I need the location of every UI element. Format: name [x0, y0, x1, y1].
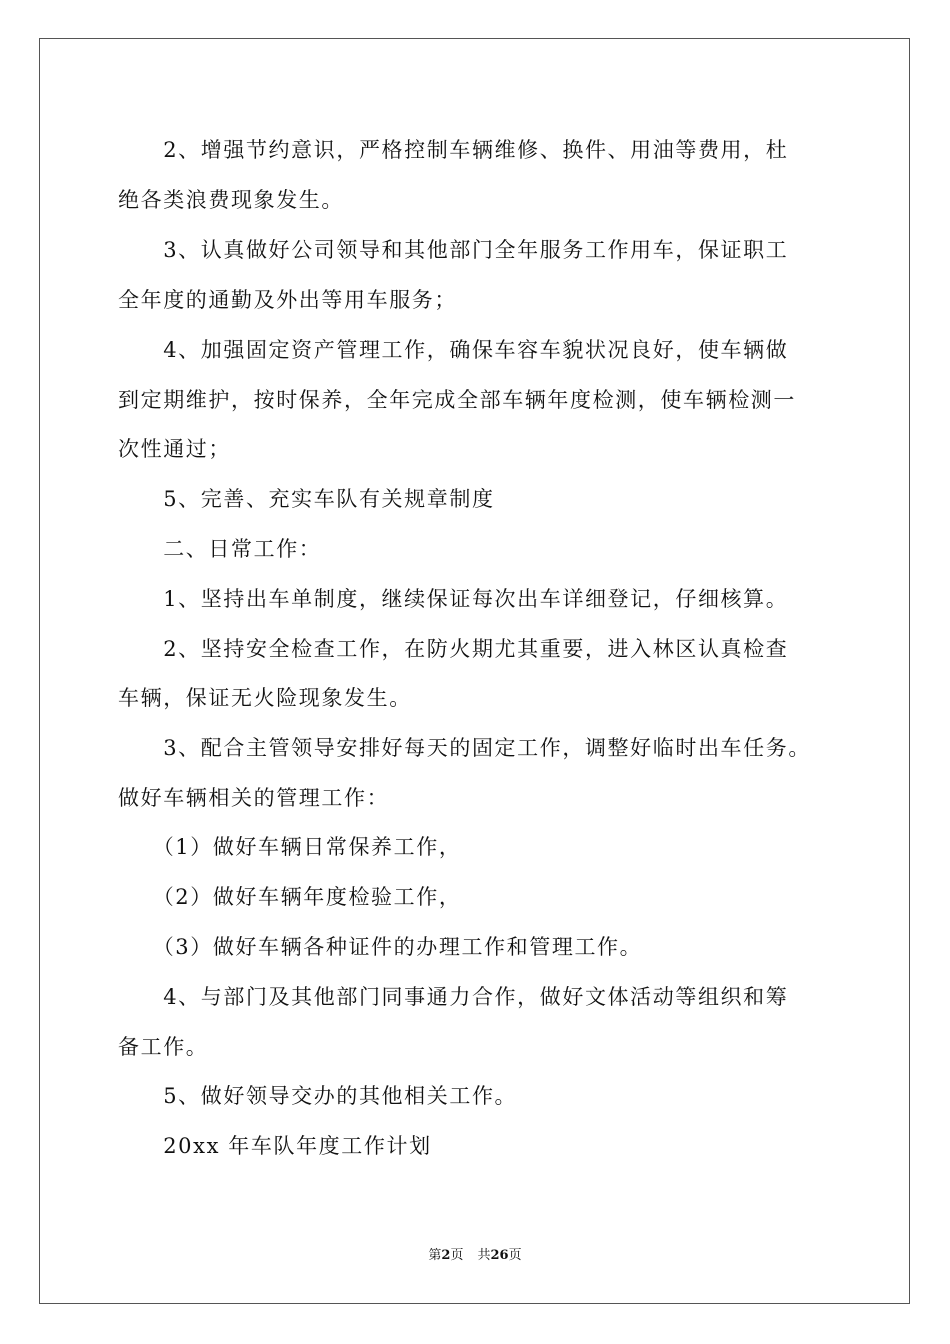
page-prefix: 第 — [428, 1248, 442, 1263]
page-footer — [0, 1248, 950, 1264]
text-line: （3）做好车辆各种证件的办理工作和管理工作。 — [118, 935, 643, 959]
text-line: 4、加强固定资产管理工作，确保车容车貌状况良好，使车辆做 — [118, 338, 789, 362]
text-line: 2、坚持安全检查工作，在防火期尤其重要，进入林区认真检查 — [118, 637, 789, 661]
text-line: 5、完善、充实车队有关规章制度 — [118, 487, 495, 511]
total-prefix: 共 — [477, 1248, 491, 1263]
text-line: 3、配合主管领导安排好每天的固定工作，调整好临时出车任务。 — [118, 736, 811, 760]
text-line: 备工作。 — [118, 1035, 209, 1059]
page-suffix: 页 — [450, 1248, 464, 1263]
page-number: 2 — [441, 1248, 451, 1263]
text-line: 5、做好领导交办的其他相关工作。 — [118, 1084, 518, 1108]
total-pages: 26 — [490, 1248, 509, 1263]
text-line: 3、认真做好公司领导和其他部门全年服务工作用车，保证职工 — [118, 238, 789, 262]
text-line: 次性通过； — [118, 437, 231, 461]
document-subtitle: 20xx 年车队年度工作计划 — [118, 1134, 432, 1158]
text-line: 2、增强节约意识，严格控制车辆维修、换件、用油等费用，杜 — [118, 138, 789, 162]
text-line: （1）做好车辆日常保养工作， — [118, 835, 462, 859]
text-line: 车辆，保证无火险现象发生。 — [118, 686, 412, 710]
text-line: 1、坚持出车单制度，继续保证每次出车详细登记，仔细核算。 — [118, 587, 789, 611]
text-line: 全年度的通勤及外出等用车服务； — [118, 288, 457, 312]
text-line: （2）做好车辆年度检验工作， — [118, 885, 462, 909]
total-suffix: 页 — [508, 1248, 522, 1263]
text-line: 绝各类浪费现象发生。 — [118, 188, 344, 212]
text-line: 做好车辆相关的管理工作： — [118, 786, 390, 810]
text-line: 到定期维护，按时保养，全年完成全部车辆年度检测，使车辆检测一 — [118, 388, 796, 412]
section-heading: 二、日常工作： — [118, 537, 322, 561]
text-line: 4、与部门及其他部门同事通力合作，做好文体活动等组织和筹 — [118, 985, 789, 1009]
page-border — [39, 38, 910, 1304]
